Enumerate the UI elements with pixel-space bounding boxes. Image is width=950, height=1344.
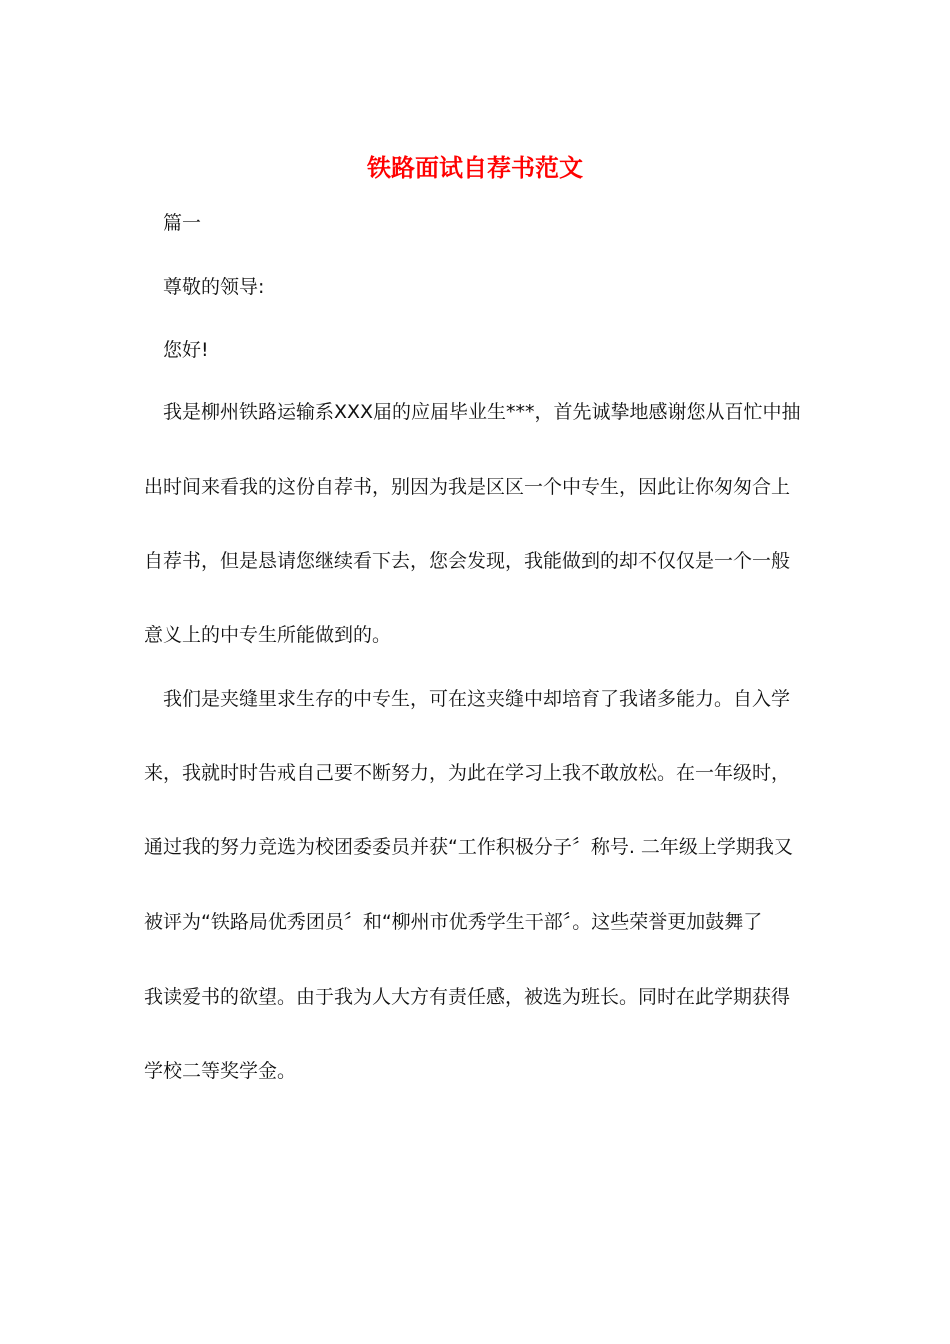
paragraph-line: 意义上的中专生所能做到的。	[144, 624, 392, 646]
greeting: 您好!	[163, 339, 209, 361]
document-title: 铁路面试自荐书范文	[367, 153, 583, 182]
paragraph-line: 来，我就时时告戒自己要不断努力，为此在学习上我不敢放松。在一年级时，	[144, 762, 791, 784]
paragraph-line: 我是柳州铁路运输系XXX届的应届毕业生***，首先诚挚地感谢您从百忙中抽	[163, 401, 801, 423]
paragraph-line: 我们是夹缝里求生存的中专生，可在这夹缝中却培育了我诸多能力。自入学	[163, 688, 791, 710]
paragraph-line: 通过我的努力竞选为校团委委员并获“工作积极分子〞称号. 二年级上学期我又	[144, 836, 793, 858]
salutation: 尊敬的领导:	[163, 276, 265, 298]
paragraph-line: 我读爱书的欲望。由于我为人大方有责任感，被选为班长。同时在此学期获得	[144, 986, 791, 1008]
section-heading: 篇一	[163, 212, 202, 234]
paragraph-line: 出时间来看我的这份自荐书，别因为我是区区一个中专生，因此让你匆匆合上	[144, 476, 791, 498]
paragraph-line: 自荐书，但是恳请您继续看下去，您会发现，我能做到的却不仅仅是一个一般	[144, 550, 791, 572]
paragraph-line: 学校二等奖学金。	[144, 1060, 297, 1082]
paragraph-line: 被评为“铁路局优秀团员〞和“柳州市优秀学生干部〞。这些荣誉更加鼓舞了	[144, 911, 763, 933]
